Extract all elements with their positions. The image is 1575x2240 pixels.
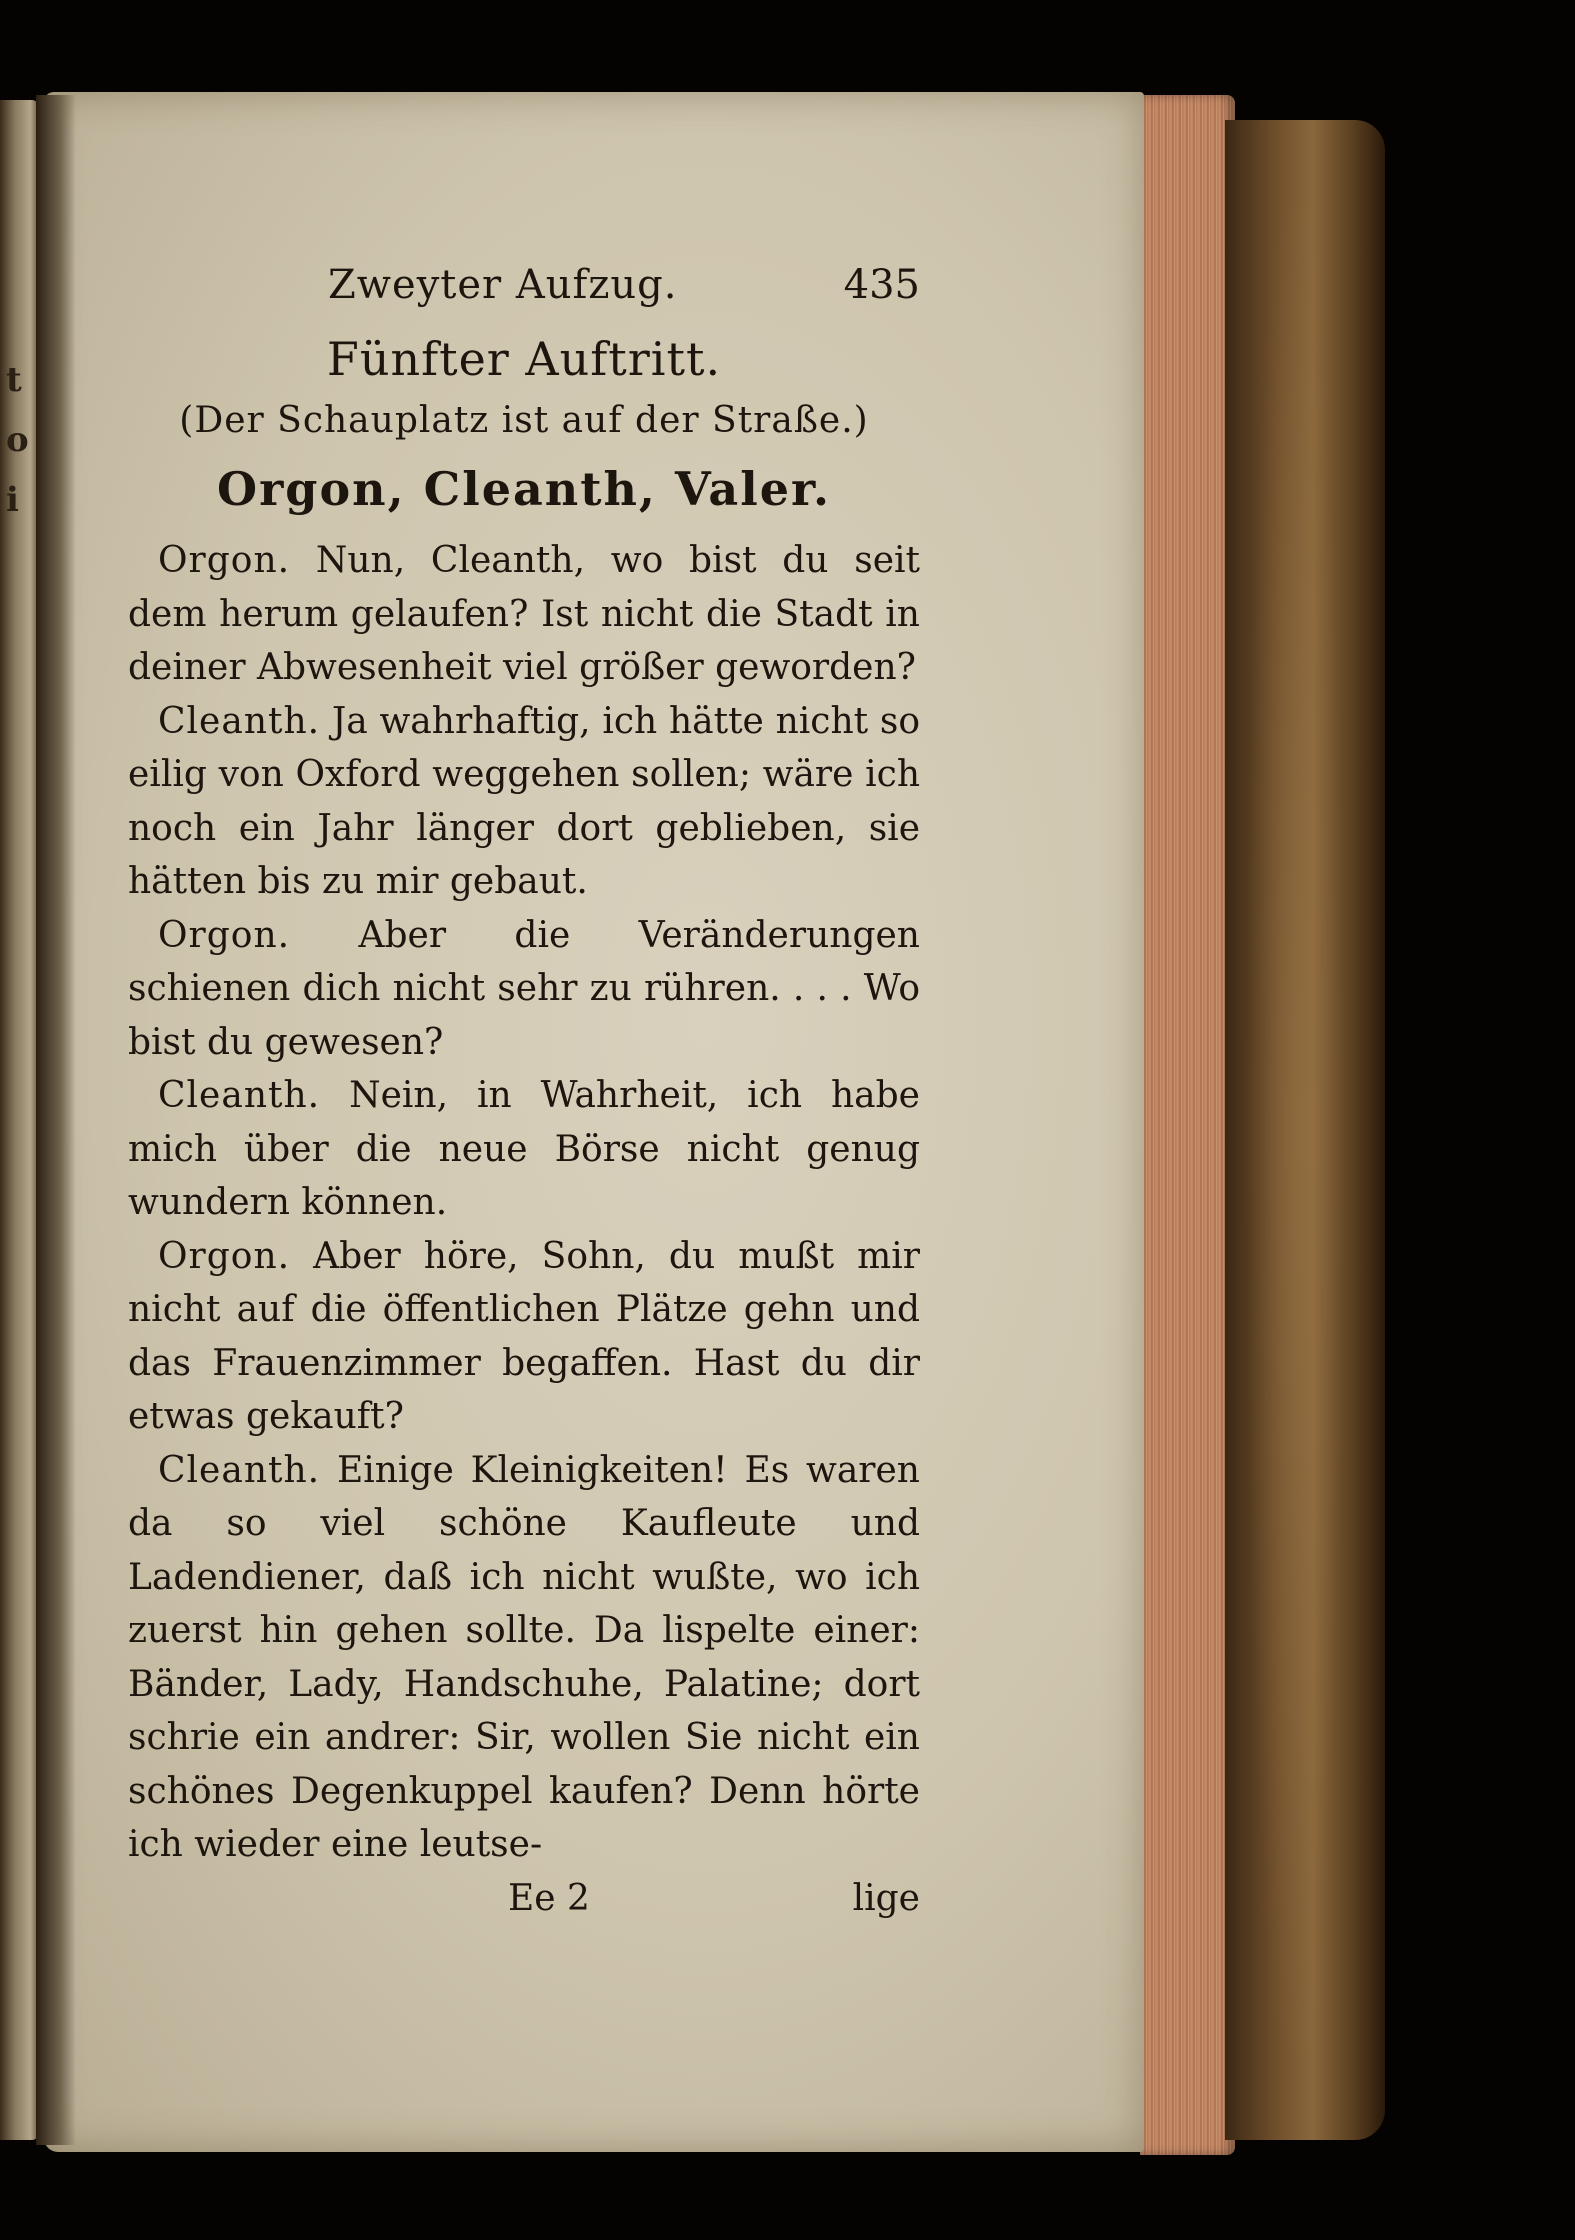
facing-page-edge: [0, 100, 38, 2140]
dialogue-turn: [128, 1230, 920, 1444]
speech-text: Aber höre, Sohn, du mußt mir nicht auf die öffentlichen Plätze gehn und das Frauenzimmer begaffen. Hast du dir etwas gekauft?: [128, 1235, 920, 1437]
dialogue-turn: [128, 695, 920, 909]
dialogue-turn: [128, 1444, 920, 1872]
speech-text: Ja wahrhaftig, ich hätte nicht so eilig von Oxford weggehen sollen; wäre ich noch ein Jahr länger dort geblieben, sie hätten bis zu mir gebaut.: [128, 700, 920, 902]
page-footer: [128, 1874, 920, 1930]
speech-text: Einige Kleinigkeiten! Es waren da so viel schöne Kaufleute und Ladendiener, daß ich nicht wußte, wo ich zuerst hin gehen sollte. Da lispelte einer: Bänder, Lady, Handschuhe, Palatine; dort schrie ein andrer: Sir, wollen Sie nicht ein schönes Degenkuppel kaufen? Denn hörte ich wieder eine leutse-: [128, 1449, 920, 1865]
stage-direction: (Der Schauplatz ist auf der Straße.): [179, 400, 869, 441]
bleed-letter: t: [6, 360, 22, 400]
speaker-name: Orgon.: [158, 914, 291, 956]
page-stack-edges: [1140, 95, 1235, 2155]
running-head-title: Zweyter Aufzug.: [328, 262, 678, 308]
speech-text: Nein, in Wahrheit, ich habe mich über die neue Börse nicht genug wundern können.: [128, 1075, 920, 1223]
speech-text: Nun, Cleanth, wo bist du seit dem herum gelaufen? Ist nicht die Stadt in deiner Abwesenheit viel größer geworden?: [128, 540, 920, 688]
character-list: Orgon, Cleanth, Valer.: [217, 462, 831, 516]
speaker-name: Orgon.: [158, 1235, 291, 1277]
book-cover: [1225, 120, 1385, 2140]
signature-mark: Ee 2: [508, 1877, 590, 1919]
speaker-name: Orgon.: [158, 540, 291, 581]
book-gutter: [36, 95, 76, 2145]
dialogue: [128, 534, 920, 1872]
catchword: lige: [852, 1877, 920, 1919]
speaker-name: Cleanth.: [158, 700, 321, 742]
bleed-letter: o: [6, 420, 29, 460]
dialogue-turn: [128, 534, 920, 695]
bleed-letter: i: [6, 480, 19, 520]
dialogue-turn: [128, 909, 920, 1070]
speaker-name: Cleanth.: [158, 1449, 321, 1491]
page-text-block: [128, 262, 920, 1930]
scene-title: Fünfter Auftritt.: [326, 332, 722, 386]
page-number: 435: [843, 262, 920, 308]
speaker-name: Cleanth.: [158, 1075, 321, 1116]
speech-text: Aber die Veränderungen schienen dich nicht sehr zu rühren. . . . Wo bist du gewesen?: [128, 914, 920, 1063]
dialogue-turn: [128, 1069, 920, 1230]
running-head: [128, 262, 920, 328]
